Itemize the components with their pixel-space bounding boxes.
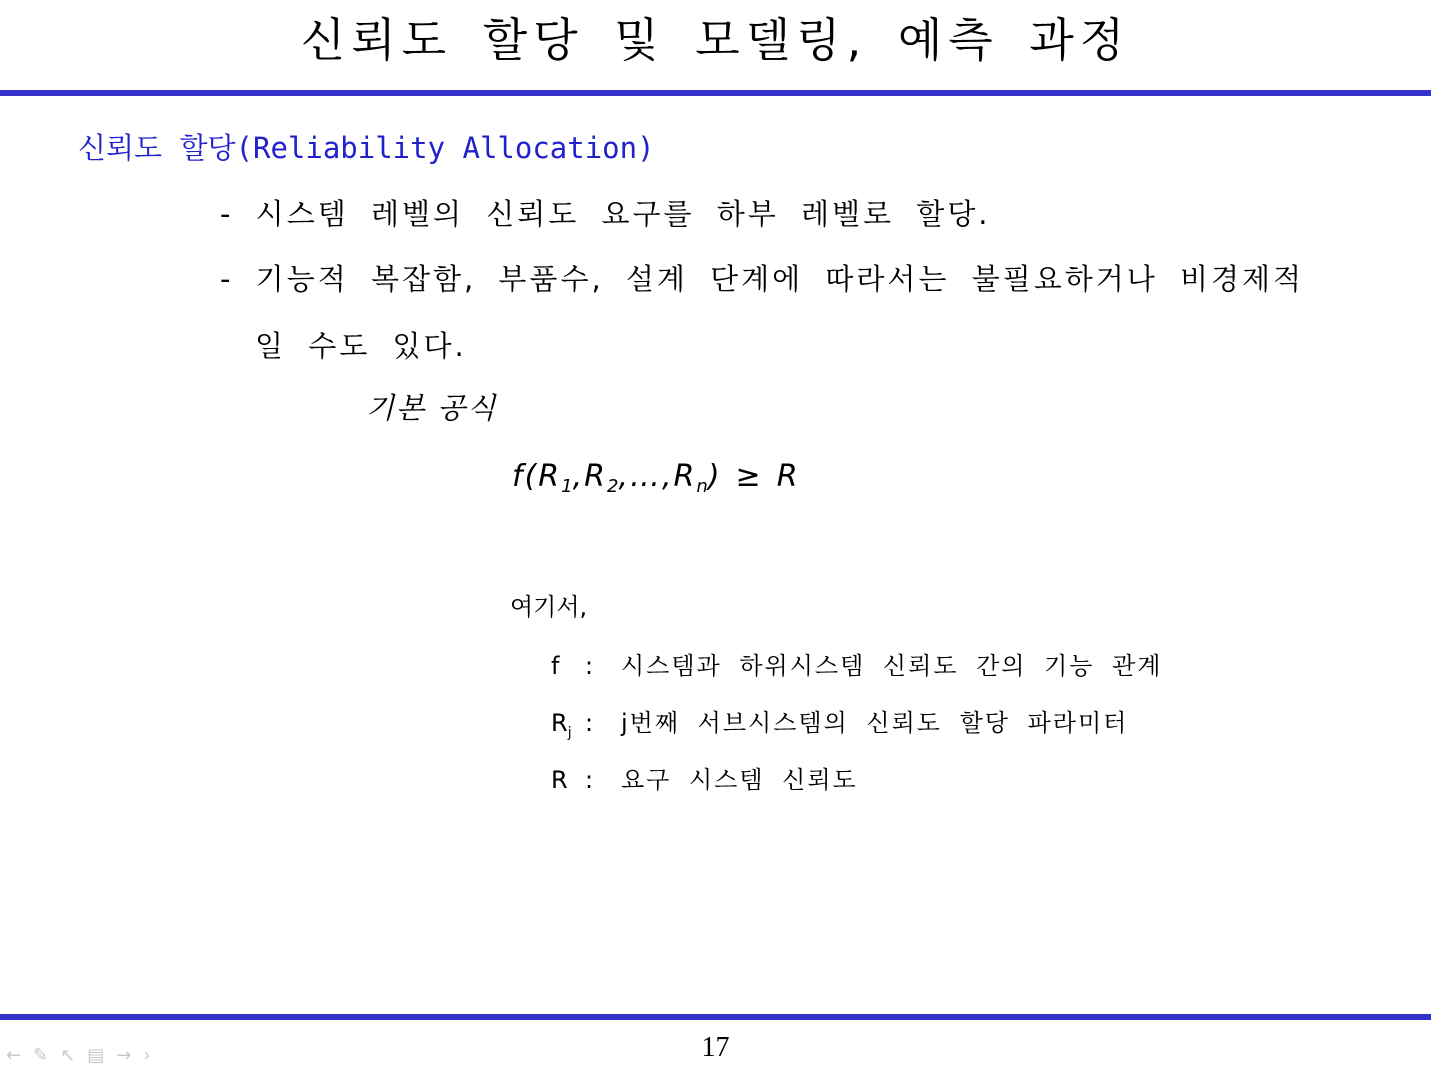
pen-icon[interactable]: ✎ [33, 1045, 49, 1066]
definition-row [551, 706, 1128, 750]
formula-relation: ≥ [735, 459, 763, 494]
formula-comma: , [618, 459, 630, 494]
pointer-icon[interactable]: ↖ [60, 1045, 76, 1066]
formula-close-paren: ) [707, 459, 722, 494]
formula-ellipsis: … [630, 459, 662, 494]
definition-colon: : [585, 766, 594, 794]
definition-symbol: $R_j$ [551, 709, 572, 741]
formula-label: 기본 공식 [366, 391, 498, 425]
definition-symbol: f [551, 652, 560, 680]
definition-symbol: R [551, 766, 568, 794]
bullet-item-2: - 기능적 복잡함, 부품수, 설계 단계에 따라서는 불필요하거나 비경제적 [220, 262, 1305, 296]
page-number: 17 [701, 1032, 730, 1063]
allocation-formula [512, 455, 800, 509]
top-divider [0, 90, 1431, 96]
right-arrow-icon[interactable]: → [116, 1045, 132, 1066]
definition-row [551, 763, 858, 807]
formula-r1: R [538, 459, 562, 494]
definition-row [551, 649, 1162, 693]
definition-colon: : [585, 709, 594, 737]
formula-open-paren: ( [524, 459, 539, 494]
notes-icon[interactable]: ▤ [87, 1045, 105, 1066]
definition-text: j번째 서브시스템의 신뢰도 할당 파라미터 [621, 709, 1129, 737]
definition-text: 요구 시스템 신뢰도 [621, 766, 858, 794]
slide-navigation-bar [6, 1044, 151, 1068]
slide-title: 신뢰도 할당 및 모델링, 예측 과정 [300, 13, 1131, 67]
chevron-right-icon[interactable]: › [143, 1045, 151, 1066]
section-heading: 신뢰도 할당(Reliability Allocation) [78, 131, 655, 165]
formula-sub-n: n [696, 476, 708, 497]
bullet-item-2-continuation: 일 수도 있다. [255, 329, 467, 363]
formula-rn: R [673, 459, 697, 494]
left-arrow-icon[interactable]: ← [6, 1045, 22, 1066]
formula-sub-1: 1 [561, 476, 573, 497]
formula-function: f [512, 459, 525, 494]
formula-sub-2: 2 [607, 476, 619, 497]
definition-text: 시스템과 하위시스템 신뢰도 간의 기능 관계 [621, 652, 1163, 680]
bullet-item-1: - 시스템 레벨의 신뢰도 요구를 하부 레벨로 할당. [220, 197, 991, 231]
formula-r2: R [584, 459, 607, 494]
formula-comma: , [572, 459, 585, 494]
formula-rhs: R [776, 459, 800, 494]
where-label: 여기서, [510, 593, 588, 621]
definition-colon: : [585, 652, 594, 680]
bottom-divider [0, 1014, 1431, 1020]
formula-comma: , [662, 459, 674, 494]
